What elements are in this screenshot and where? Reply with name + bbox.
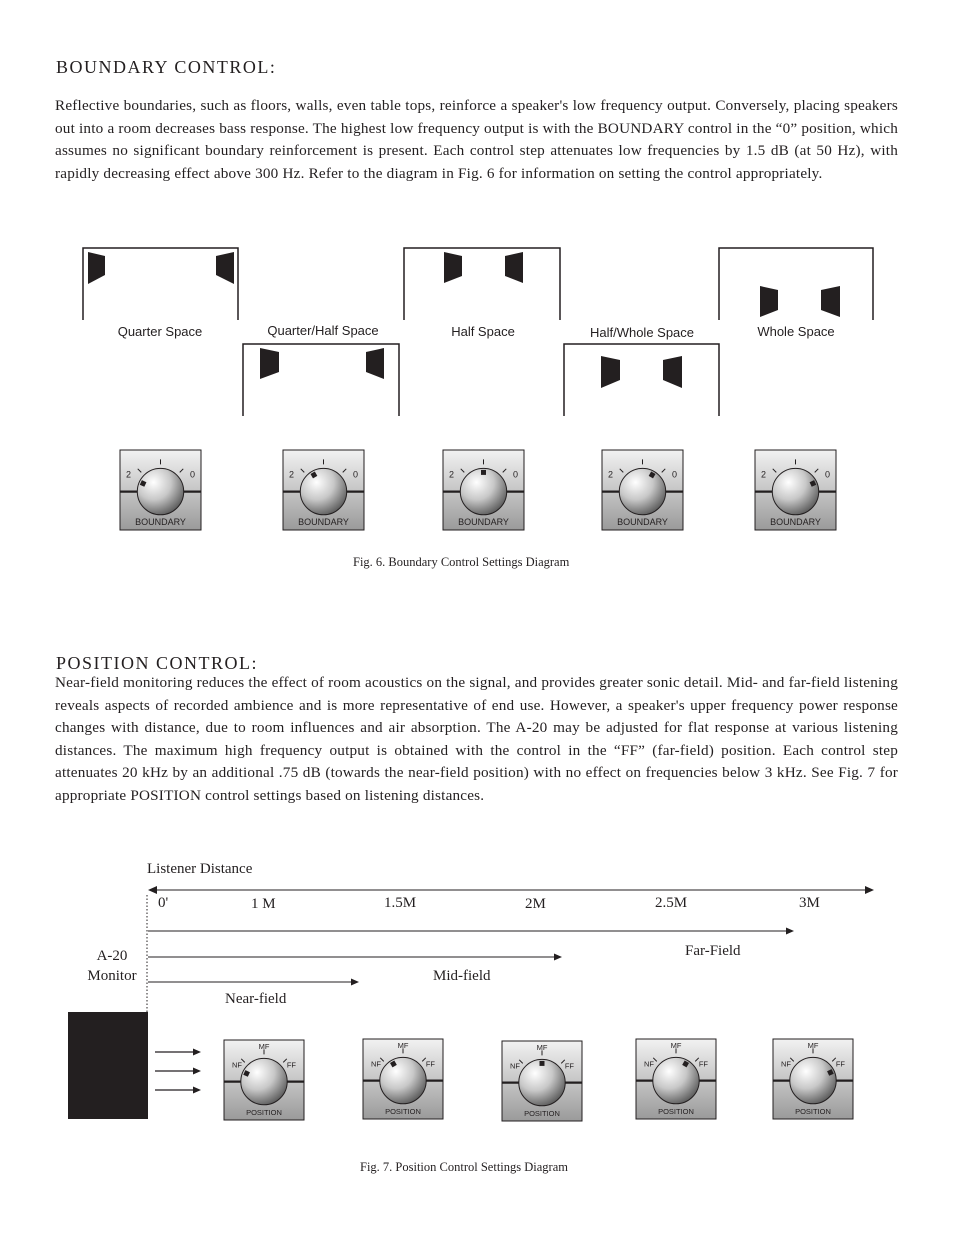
- knob-min-label: 2: [449, 469, 455, 480]
- knob-max-label: FF: [564, 1061, 574, 1071]
- boundary-knob-1: [283, 450, 364, 530]
- speaker-icon: [505, 252, 523, 283]
- position-knob-3: [636, 1039, 716, 1119]
- knob-max-label: 0: [352, 469, 358, 480]
- knob-min-label: 2: [761, 469, 767, 480]
- space-label-whole: Whole Space: [757, 324, 835, 339]
- speaker-icon: [88, 252, 105, 284]
- knob-dial: [460, 468, 506, 514]
- distance-tick-0: 0': [158, 895, 169, 911]
- position-knobs: [224, 1039, 853, 1121]
- knob-min-label: 2: [608, 469, 614, 480]
- knob-mid-label: MF: [258, 1042, 270, 1051]
- speaker-icon: [601, 356, 620, 388]
- knob-name-label: POSITION: [658, 1107, 694, 1116]
- boundary-knob-4: [755, 450, 836, 530]
- space-label-half: Half Space: [451, 324, 515, 339]
- boundary-heading: BOUNDARY CONTROL:: [56, 57, 277, 77]
- knob-name-label: POSITION: [795, 1107, 831, 1116]
- knob-min-label: NF: [371, 1059, 381, 1069]
- knob-min-label: 2: [289, 469, 295, 480]
- knob-indicator: [540, 1061, 545, 1066]
- knob-dial: [137, 468, 183, 514]
- far-field-label: Far-Field: [685, 943, 741, 959]
- monitor-label-line1: A-20: [96, 948, 128, 964]
- knob-name-label: BOUNDARY: [770, 517, 821, 527]
- knob-dial: [653, 1057, 699, 1103]
- knob-min-label: NF: [644, 1059, 654, 1069]
- far-field-arrow: [148, 928, 794, 935]
- speaker-icon: [366, 348, 384, 379]
- space-label-quarter-half: Quarter/Half Space: [267, 323, 379, 338]
- position-paragraph: Near-field monitoring reduces the effect of room acoustics on the signal, and provides greater sonic detail. Mid- and far-field listening reveals aspects of recorded ambience and is more representative of end use. However, a speaker's upper frequency power response changes with distance, due to room influences and air absorption. The A-20 may be adjusted for flat response at various listening distances. The maximum high frequency output is obtained with the control in the “FF” (far-field) position. Each control step attenuates 20 kHz by an additional .75 dB (towards the near-field position) with no effect on frequencies below 3 kHz. See Fig. 7 for appropriate POSITION control settings based on listening distances.: [55, 674, 898, 804]
- knob-dial: [790, 1057, 836, 1103]
- boundary-paragraph: Reflective boundaries, such as floors, walls, even table tops, reinforce a speaker's low frequency output. Conversely, placing speakers out into a room decreases bass response. The highest low frequency output is with the BOUNDARY control in the “0” position, which assumes no significant boundary reinforcement is present. Each control step attenuates low frequencies by 1.5 dB (at 50 Hz), with rapidly decreasing effect above 300 Hz. Refer to the diagram in Fig. 6 for information on setting the control appropriately.: [55, 97, 898, 182]
- position-knob-4: [773, 1039, 853, 1119]
- distance-tick-1m: 1 M: [251, 896, 276, 912]
- speakers: [88, 252, 840, 388]
- knob-name-label: POSITION: [385, 1107, 421, 1116]
- knob-max-label: 0: [824, 469, 830, 480]
- speaker-icon: [216, 252, 234, 284]
- knob-mid-label: MF: [670, 1041, 682, 1050]
- knob-dial: [300, 468, 346, 514]
- speaker-icon: [663, 356, 682, 388]
- mid-field-label: Mid-field: [433, 968, 491, 984]
- knob-dial: [241, 1058, 287, 1104]
- knob-indicator: [481, 470, 486, 475]
- listener-distance-label: Listener Distance: [147, 861, 253, 877]
- knob-mid-label: MF: [536, 1043, 548, 1052]
- mid-field-arrow: [148, 954, 562, 961]
- space-label-half-whole: Half/Whole Space: [589, 325, 695, 340]
- room-whole-space: [719, 248, 873, 320]
- knob-min-label: NF: [232, 1060, 242, 1070]
- knob-name-label: BOUNDARY: [298, 517, 349, 527]
- knob-min-label: NF: [510, 1061, 520, 1071]
- boundary-knob-2: [443, 450, 524, 530]
- boundary-knob-0: [120, 450, 201, 530]
- knob-name-label: BOUNDARY: [458, 517, 509, 527]
- room-half-whole-space: [564, 344, 719, 416]
- knob-dial: [772, 468, 818, 514]
- a20-monitor-block: [68, 1012, 148, 1119]
- knob-min-label: NF: [781, 1059, 791, 1069]
- knob-dial: [619, 468, 665, 514]
- distance-axis: [148, 886, 874, 894]
- distance-tick-1-5m: 1.5M: [384, 895, 417, 911]
- room-half-space: [404, 248, 560, 320]
- distance-tick-3m: 3M: [799, 895, 820, 911]
- distance-tick-2m: 2M: [525, 896, 546, 912]
- knob-dial: [519, 1059, 565, 1105]
- speaker-icon: [444, 252, 462, 283]
- space-label-quarter: Quarter Space: [117, 324, 203, 339]
- sound-output-arrows: [155, 1049, 201, 1094]
- boundary-knobs: [120, 450, 836, 530]
- room-quarter-space: [83, 248, 238, 320]
- knob-name-label: BOUNDARY: [135, 517, 186, 527]
- speaker-icon: [260, 348, 279, 379]
- near-field-label: Near-field: [225, 991, 287, 1007]
- knob-max-label: 0: [671, 469, 677, 480]
- position-knob-2: [502, 1041, 582, 1121]
- speaker-icon: [821, 286, 840, 317]
- position-knob-0: [224, 1040, 304, 1120]
- fig6-caption: Fig. 6. Boundary Control Settings Diagram: [353, 555, 570, 569]
- knob-min-label: 2: [126, 469, 132, 480]
- knob-max-label: 0: [189, 469, 195, 480]
- knob-dial: [380, 1057, 426, 1103]
- position-heading: POSITION CONTROL:: [56, 653, 259, 673]
- knob-max-label: 0: [512, 469, 518, 480]
- knob-max-label: FF: [698, 1059, 708, 1069]
- knob-mid-label: MF: [807, 1041, 819, 1050]
- knob-max-label: FF: [835, 1059, 845, 1069]
- knob-name-label: POSITION: [524, 1109, 560, 1118]
- fig7-caption: Fig. 7. Position Control Settings Diagram: [360, 1160, 568, 1174]
- knob-name-label: POSITION: [246, 1108, 282, 1117]
- knob-mid-label: MF: [397, 1041, 409, 1050]
- speaker-icon: [760, 286, 778, 317]
- knob-name-label: BOUNDARY: [617, 517, 668, 527]
- knob-max-label: FF: [425, 1059, 435, 1069]
- boundary-knob-3: [602, 450, 683, 530]
- position-knob-1: [363, 1039, 443, 1119]
- knob-max-label: FF: [286, 1060, 296, 1070]
- monitor-label-line2: Monitor: [87, 968, 137, 984]
- near-field-arrow: [148, 979, 359, 986]
- distance-tick-2-5m: 2.5M: [655, 895, 688, 911]
